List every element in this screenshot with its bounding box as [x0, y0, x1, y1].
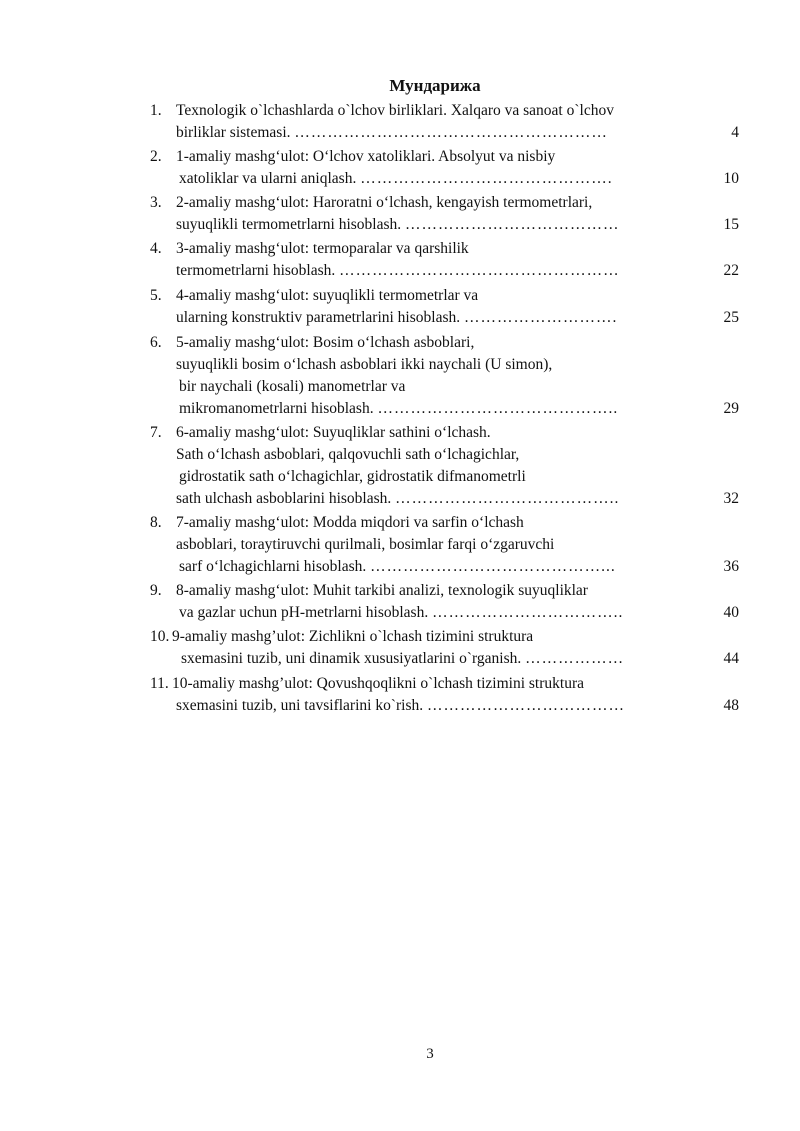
toc-entry-text: 1-amaliy mashg‘ulot: O‘lchov xatoliklari. Absolyut va nisbiy: [176, 148, 556, 165]
toc-entry-text: Sath o‘lchash asboblari, qalqovuchli sath o‘lchagichlar,: [176, 446, 520, 463]
toc-leader-dots: ………………: [525, 650, 625, 667]
toc-leader-dots: …………………………………………………: [294, 124, 608, 141]
toc-entry[interactable]: [150, 580, 745, 624]
table-of-contents: [150, 100, 745, 717]
toc-entry[interactable]: [150, 238, 745, 282]
toc-entry-line: [150, 307, 745, 329]
toc-entry-line: [150, 376, 745, 398]
toc-entry-line: [150, 168, 745, 190]
toc-entry[interactable]: [150, 626, 745, 670]
toc-entry-line: [150, 354, 745, 376]
toc-leader-dots: ……………………………..: [432, 604, 624, 621]
toc-entry-line: [150, 285, 745, 307]
toc-entry-line: [150, 466, 745, 488]
toc-entry[interactable]: [150, 285, 745, 329]
toc-entry-number: 5.: [150, 287, 162, 304]
toc-entry-number: 6.: [150, 334, 162, 351]
toc-leader-dots: …………………………………..: [395, 490, 620, 507]
toc-entry-number: 1.: [150, 102, 162, 119]
toc-entry-page: 10: [723, 170, 739, 187]
toc-entry-text: suyuqlikli termometrlarni hisoblash.: [176, 216, 402, 233]
toc-entry-page: 25: [723, 309, 739, 326]
toc-entry-text: sxemasini tuzib, uni dinamik xususiyatlarini o`rganish.: [181, 650, 522, 667]
toc-entry-text: ularning konstruktiv parametrlarini hisoblash.: [176, 309, 461, 326]
toc-entry-number: 3.: [150, 194, 162, 211]
toc-leader-dots: ……………………………………..: [377, 400, 619, 417]
toc-entry-line: [150, 534, 745, 556]
toc-entry-page: 15: [723, 216, 739, 233]
toc-entry-line: [150, 122, 745, 144]
toc-entry-line: [150, 488, 745, 510]
toc-entry[interactable]: [150, 673, 745, 717]
toc-leader-dots: ……………………….: [463, 309, 618, 326]
toc-entry-number: 10.: [150, 628, 170, 645]
toc-leader-dots: ……………………………………………: [339, 262, 620, 279]
toc-entry-number: 11.: [150, 675, 169, 692]
toc-entry-line: [150, 580, 745, 602]
toc-entry-text: 10-amaliy mashg’ulot: Qovushqoqlikni o`lchash tizimini struktura: [172, 675, 584, 692]
toc-entry-text: sarf o‘lchagichlarni hisoblash.: [179, 558, 367, 575]
toc-entry-line: [150, 648, 745, 670]
toc-entry-text: bir naychali (kosali) manometrlar va: [179, 378, 406, 395]
toc-entry-text: termometrlarni hisoblash.: [176, 262, 336, 279]
toc-entry-line: [150, 626, 745, 648]
toc-entry-text: xatoliklar va ularni aniqlash.: [179, 170, 357, 187]
toc-entry-text: mikromanometrlarni hisoblash.: [179, 400, 374, 417]
toc-entry-number: 8.: [150, 514, 162, 531]
toc-entry-line: [150, 192, 745, 214]
toc-entry-line: [150, 444, 745, 466]
toc-entry-text: 3-amaliy mashg‘ulot: termoparalar va qarshilik: [176, 240, 469, 257]
toc-entry[interactable]: [150, 422, 745, 510]
toc-entry-line: [150, 512, 745, 534]
toc-entry-text: 8-amaliy mashg‘ulot: Muhit tarkibi analizi, texnologik suyuqliklar: [176, 582, 588, 599]
toc-entry[interactable]: [150, 332, 745, 420]
toc-entry-text: sath ulchash asboblarini hisoblash.: [176, 490, 392, 507]
toc-entry-line: [150, 100, 745, 122]
toc-entry-page: 22: [723, 262, 739, 279]
toc-entry-line: [150, 238, 745, 260]
toc-entry-number: 9.: [150, 582, 162, 599]
toc-leader-dots: ………………………………: [426, 697, 625, 714]
toc-entry-text: gidrostatik sath o‘lchagichlar, gidrostatik difmanometrli: [179, 468, 526, 485]
toc-entry-line: [150, 260, 745, 282]
toc-title: Мундарижа: [389, 76, 481, 95]
toc-entry-page: 4: [731, 124, 739, 141]
toc-entry[interactable]: [150, 100, 745, 144]
toc-entry-line: [150, 556, 745, 578]
toc-entry-line: [150, 422, 745, 444]
toc-entry-text: 2-amaliy mashg‘ulot: Haroratni o‘lchash, kengayish termometrlari,: [176, 194, 593, 211]
toc-entry-page: 29: [723, 400, 739, 417]
toc-entry-text: suyuqlikli bosim o‘lchash asboblari ikki naychali (U simon),: [176, 356, 553, 373]
toc-leader-dots: ……………………………………...: [370, 558, 616, 575]
toc-entry[interactable]: [150, 146, 745, 190]
toc-entry-line: [150, 398, 745, 420]
page-number: 3: [426, 1046, 434, 1062]
toc-entry-line: [150, 146, 745, 168]
toc-entry-text: 9-amaliy mashg’ulot: Zichlikni o`lchash tizimini struktura: [172, 628, 534, 645]
toc-entry[interactable]: [150, 192, 745, 236]
toc-entry-page: 44: [723, 650, 739, 667]
toc-entry-text: sxemasini tuzib, uni tavsiflarini ko`rish.: [176, 697, 424, 714]
toc-leader-dots: ……………………………………….: [360, 170, 613, 187]
toc-entry-page: 32: [723, 490, 739, 507]
toc-entry-text: Texnologik o`lchashlarda o`lchov birliklari. Xalqaro va sanoat o`lchov: [176, 102, 614, 119]
toc-entry-page: 48: [723, 697, 739, 714]
toc-entry-page: 40: [723, 604, 739, 621]
toc-entry-text: asboblari, toraytiruvchi qurilmali, bosimlar farqi o‘zgaruvchi: [176, 536, 555, 553]
toc-entry-text: 4-amaliy mashg‘ulot: suyuqlikli termometrlar va: [176, 287, 479, 304]
toc-entry-text: 5-amaliy mashg‘ulot: Bosim o‘lchash asboblari,: [176, 334, 475, 351]
toc-entry-number: 4.: [150, 240, 162, 257]
toc-entry[interactable]: [150, 512, 745, 578]
toc-entry-text: 6-amaliy mashg‘ulot: Suyuqliklar sathini o‘lchash.: [176, 424, 491, 441]
toc-entry-line: [150, 602, 745, 624]
toc-entry-line: [150, 214, 745, 236]
toc-entry-text: birliklar sistemasi.: [176, 124, 291, 141]
toc-entry-line: [150, 673, 745, 695]
toc-entry-page: 36: [723, 558, 739, 575]
toc-entry-line: [150, 332, 745, 354]
toc-entry-number: 2.: [150, 148, 162, 165]
toc-entry-line: [150, 695, 745, 717]
toc-entry-number: 7.: [150, 424, 162, 441]
toc-entry-text: 7-amaliy mashg‘ulot: Modda miqdori va sarfin o‘lchash: [176, 514, 524, 531]
toc-leader-dots: …………………………………: [405, 216, 620, 233]
toc-entry-text: va gazlar uchun pH-metrlarni hisoblash.: [179, 604, 429, 621]
